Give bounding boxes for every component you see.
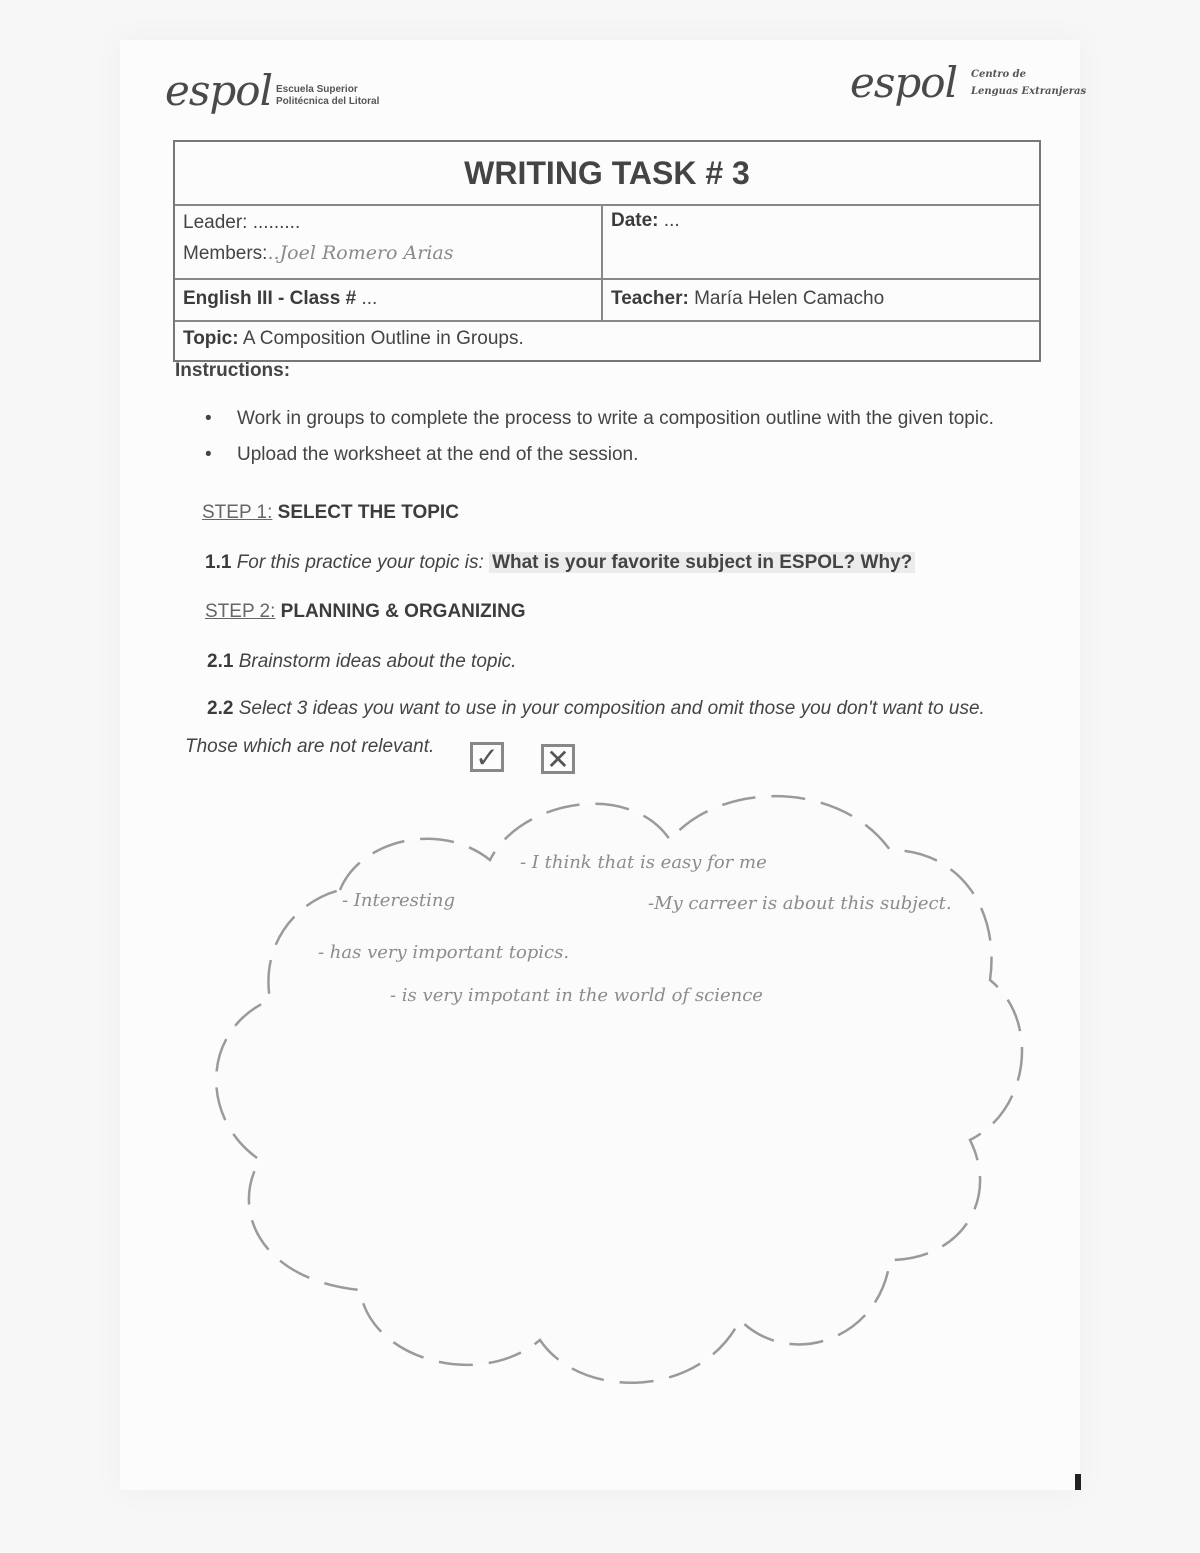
espol-logo-left xyxy=(165,66,380,115)
teacher-label: Teacher: xyxy=(611,288,689,309)
title-row xyxy=(175,142,1039,204)
check-glyph: ✓ xyxy=(475,741,499,773)
brainstorm-cloud xyxy=(200,780,1030,1400)
logo-left-subtitle xyxy=(276,84,379,107)
instructions-heading: Instructions: xyxy=(175,360,291,381)
members-value[interactable]: ..Joel Romero Arias xyxy=(267,242,454,264)
instruction-text: Work in groups to complete the process to write a composition outline with the given topic. xyxy=(237,408,994,429)
step2-item-1 xyxy=(207,651,516,673)
logo-left-sub-1: Escuela Superior xyxy=(276,84,358,95)
leader-date-row xyxy=(175,204,1039,278)
topic-row xyxy=(175,320,1039,360)
step1-item-number: 1.1 xyxy=(205,552,232,573)
step2-item2-number: 2.2 xyxy=(207,698,234,719)
teacher-cell xyxy=(603,280,1039,320)
check-mark-icon xyxy=(470,742,504,772)
step2-item1-number: 2.1 xyxy=(207,651,234,672)
logo-left-wordmark: espol xyxy=(165,66,273,115)
instructions-list xyxy=(205,408,994,480)
list-item xyxy=(205,444,994,466)
espol-logo-right xyxy=(850,58,1087,107)
topic-cell xyxy=(175,322,532,360)
step1-title: SELECT THE TOPIC xyxy=(272,502,459,523)
logo-right-sub-2: Lenguas Extranjeras xyxy=(971,86,1087,97)
bullet-icon: • xyxy=(205,444,212,465)
date-label: Date: xyxy=(611,210,659,231)
step2-item2-continuation: Those which are not relevant. xyxy=(185,736,435,757)
list-item xyxy=(205,408,994,430)
topic-value: A Composition Outline in Groups. xyxy=(238,328,524,349)
logo-right-wordmark: espol xyxy=(850,58,958,107)
step2-item1-text: Brainstorm ideas about the topic. xyxy=(233,651,517,672)
brainstorm-idea: - is very impotant in the world of science xyxy=(390,985,763,1006)
teacher-value: María Helen Camacho xyxy=(688,288,885,309)
class-cell xyxy=(175,280,603,320)
logo-left-sub-2: Politécnica del Litoral xyxy=(276,95,380,107)
brainstorm-idea: - I think that is easy for me xyxy=(520,852,767,873)
cross-mark-icon xyxy=(541,744,575,774)
page-corner-mark xyxy=(1075,1474,1081,1490)
leader-label: Leader: xyxy=(183,212,248,233)
page-title: WRITING TASK # 3 xyxy=(464,154,750,191)
leader-value[interactable]: ......... xyxy=(247,212,301,233)
class-label: English III - Class # xyxy=(183,288,357,309)
step2-heading xyxy=(205,601,526,623)
step1-heading xyxy=(202,502,459,524)
cloud-outline xyxy=(216,796,1022,1383)
bullet-icon: • xyxy=(205,408,212,429)
step1-item xyxy=(205,552,915,574)
step1-item-text: For this practice your topic is: xyxy=(231,552,490,573)
class-value[interactable]: ... xyxy=(356,288,378,309)
date-value[interactable]: ... xyxy=(658,210,680,231)
date-cell xyxy=(603,206,1039,278)
logo-right-sub-1: Centro de xyxy=(971,69,1027,80)
leader-members-cell xyxy=(175,206,603,278)
assigned-topic: What is your favorite subject in ESPOL? Why? xyxy=(489,552,915,573)
brainstorm-idea: - has very important topics. xyxy=(318,942,570,963)
step2-item2-text: Select 3 ideas you want to use in your composition and omit those you don't want to use. xyxy=(233,698,985,719)
members-label: Members: xyxy=(183,243,268,264)
step1-label: STEP 1: xyxy=(202,502,273,523)
step2-title: PLANNING & ORGANIZING xyxy=(275,601,526,622)
instruction-text: Upload the worksheet at the end of the session. xyxy=(237,444,639,465)
cross-glyph: ✕ xyxy=(546,743,570,775)
header-table xyxy=(173,140,1041,362)
step2-item-2 xyxy=(207,698,985,720)
brainstorm-idea: -My carreer is about this subject. xyxy=(648,893,952,914)
brainstorm-idea: - Interesting xyxy=(342,890,455,911)
topic-label: Topic: xyxy=(183,328,239,349)
step2-label: STEP 2: xyxy=(205,601,276,622)
logo-right-subtitle xyxy=(971,66,1086,100)
class-teacher-row xyxy=(175,278,1039,320)
